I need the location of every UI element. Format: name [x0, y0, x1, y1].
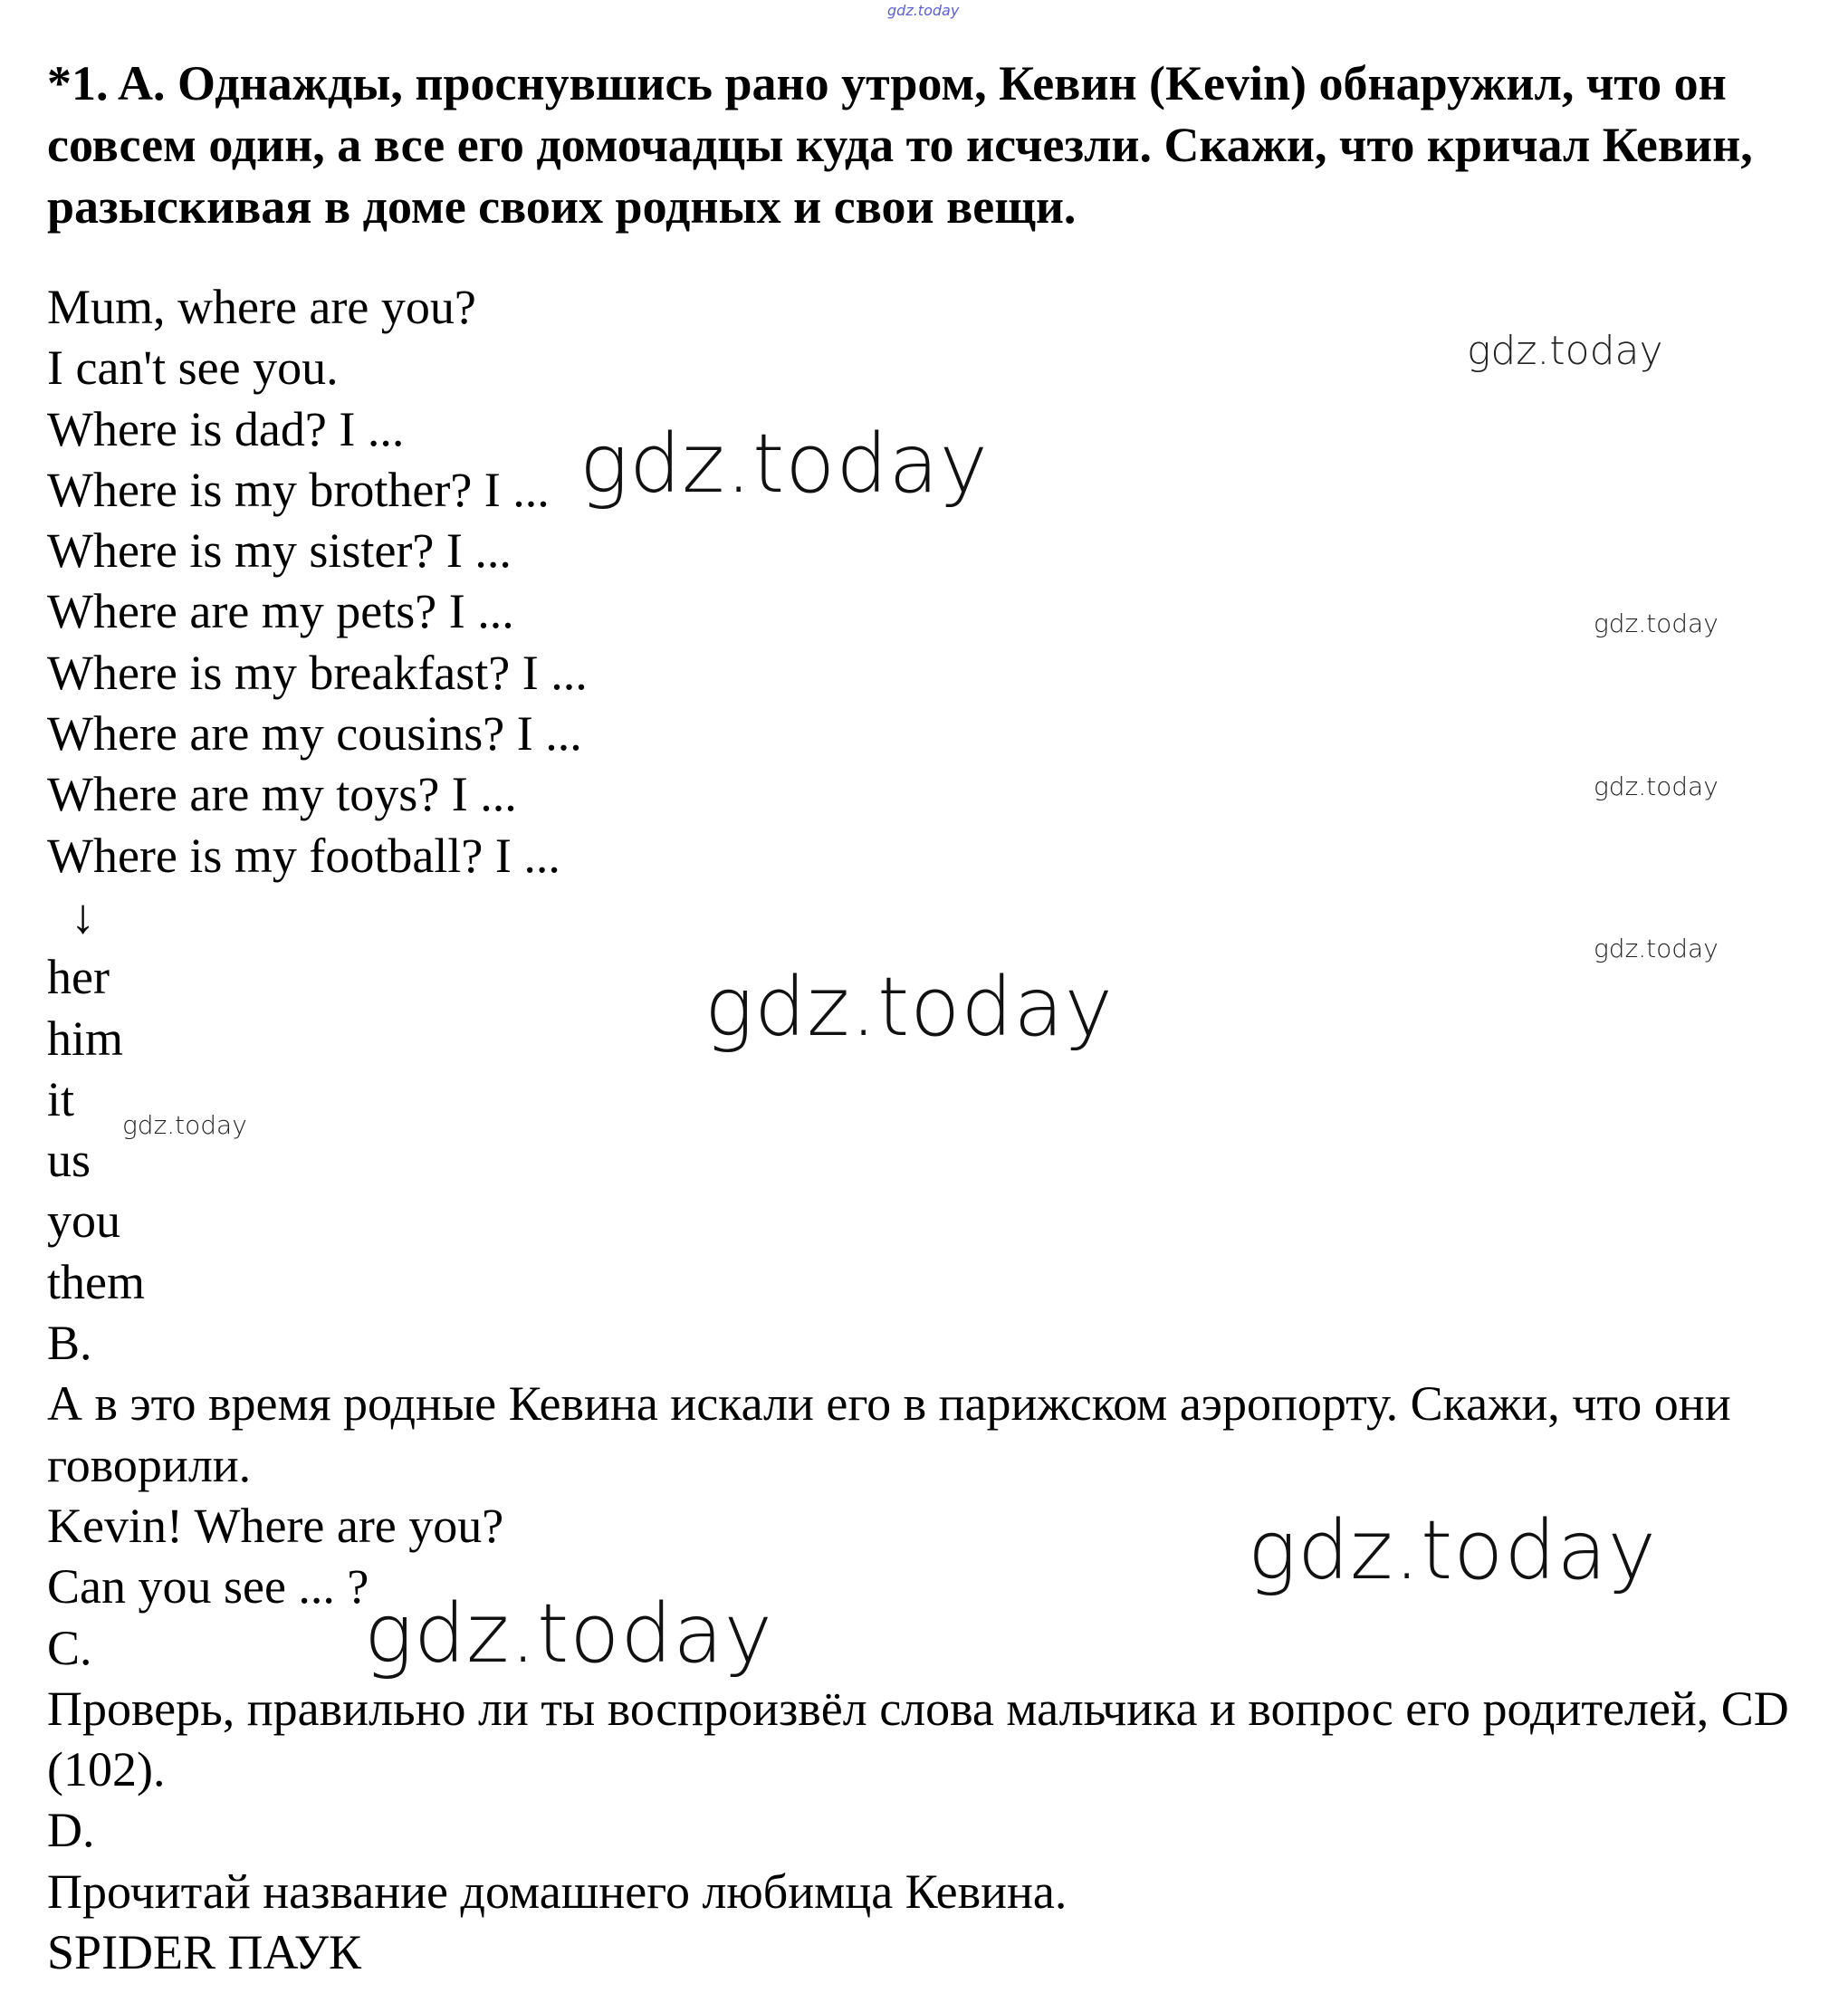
pronoun-him: him	[47, 1011, 124, 1066]
line-football: Where is my football? I ...	[47, 828, 560, 883]
watermark: gdz.today	[364, 1586, 773, 1681]
watermark: gdz.today	[1594, 934, 1719, 963]
section-c-instruction: Проверь, правильно ли ты воспроизвёл слова мальчика и вопрос его родителей, CD (102).	[47, 1681, 1789, 1797]
section-c-label: C.	[47, 1620, 92, 1675]
task-heading: *1. A. Однажды, проснувшись рано утром, Кевин (Kevin) обнаружил, что он совсем один, а все его домочадцы куда то исчезли. Скажи, что кричал Кевин, разыскивая в доме своих родных и свои вещи.	[47, 56, 1753, 234]
pronoun-you: you	[47, 1193, 120, 1249]
watermark: gdz.today	[1248, 1503, 1657, 1598]
section-b-label: B.	[47, 1316, 92, 1371]
pronoun-them: them	[47, 1254, 145, 1309]
line-breakfast: Where is my breakfast? I ...	[47, 645, 588, 700]
line-sister: Where is my sister? I ...	[47, 523, 512, 579]
watermark: gdz.today	[1594, 608, 1719, 638]
watermark: gdz.today	[704, 960, 1114, 1055]
line-kevin-where: Kevin! Where are you?	[47, 1498, 504, 1553]
section-d-instruction: Прочитай название домашнего любимца Кевина.	[47, 1863, 1068, 1919]
watermark: gdz.today	[1467, 328, 1663, 374]
pronoun-her: her	[47, 950, 110, 1005]
section-d-label: D.	[47, 1803, 95, 1858]
spider-answer: SPIDER ПАУК	[47, 1925, 362, 1980]
watermark: gdz.today	[122, 1110, 247, 1140]
answer-body	[47, 277, 1822, 1983]
section-b-instruction: А в это время родные Кевина искали его в парижском аэропорту. Скажи, что они говорили.	[47, 1376, 1731, 1492]
watermark: gdz.today	[579, 417, 989, 512]
line-mum: Mum, where are you?	[47, 280, 476, 334]
line-cant-see: I can't see you.	[47, 340, 339, 396]
line-brother: Where is my brother? I ...	[47, 462, 550, 517]
down-arrow-icon: ↓	[71, 888, 95, 944]
line-cousins: Where are my cousins? I ...	[47, 706, 582, 762]
line-pets: Where are my pets? I ...	[47, 584, 514, 639]
line-can-you-see: Can you see ... ?	[47, 1559, 369, 1614]
line-toys: Where are my toys? I ...	[47, 767, 517, 822]
line-dad: Where is dad? I ...	[47, 401, 405, 456]
pronoun-it: it	[47, 1071, 75, 1126]
pronoun-us: us	[47, 1133, 91, 1188]
watermark: gdz.today	[1594, 771, 1719, 801]
header-watermark: gdz.today	[887, 2, 960, 19]
